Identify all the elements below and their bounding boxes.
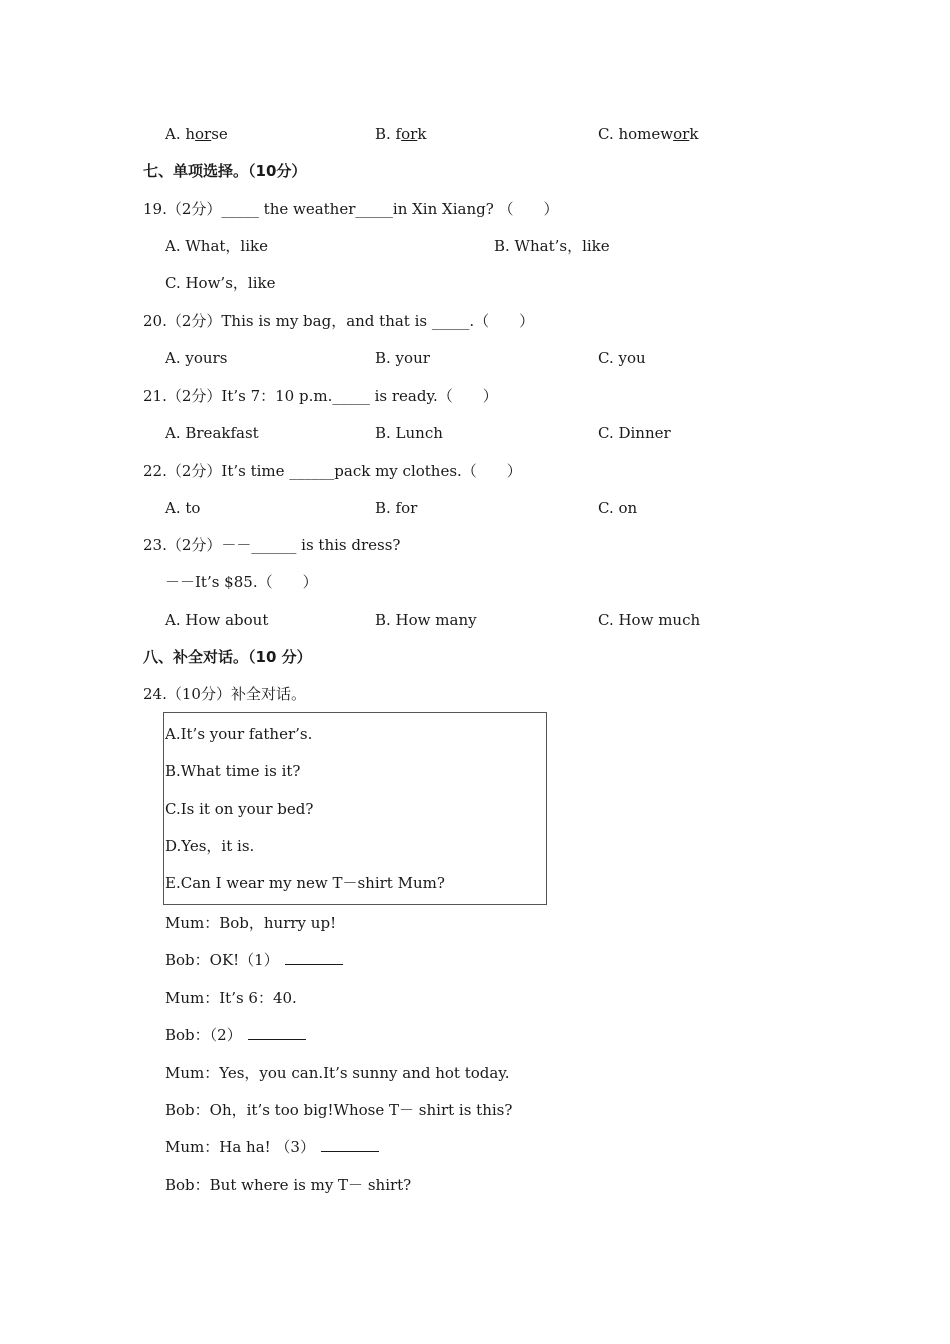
box-option-c: C.Is it on your bed? — [165, 800, 314, 818]
dialog-line-7 — [165, 1137, 379, 1157]
q21-option-a: A. Breakfast — [165, 424, 259, 442]
dialog-line-4-text: Bob：（2） — [165, 1026, 242, 1044]
section7-title: 七、单项选择。（10分） — [143, 162, 307, 180]
q23-stem-reply: －－It’s $85.（ ） — [165, 573, 318, 591]
q19-option-a: A. What，like — [165, 237, 268, 255]
q18-c-pre: C. homew — [598, 125, 674, 143]
answer-blank-1[interactable] — [285, 950, 343, 965]
q21-option-b: B. Lunch — [375, 424, 443, 442]
dialog-line-6: Bob：Oh，it’s too big!Whose T－ shirt is this? — [165, 1101, 513, 1119]
q18-option-a — [165, 124, 228, 144]
q22-option-b: B. for — [375, 499, 418, 517]
q19-stem: 19.（2分）_____ the weather_____in Xin Xiang? （ ） — [143, 200, 559, 218]
answer-blank-2[interactable] — [248, 1025, 306, 1040]
dialog-line-7-text: Mum：Ha ha! （3） — [165, 1138, 315, 1156]
q20-option-a: A. yours — [165, 349, 228, 367]
q18-c-underlined: or — [673, 125, 690, 143]
dialog-line-1: Mum：Bob，hurry up! — [165, 914, 337, 932]
q18-option-c — [598, 124, 698, 144]
q18-b-post: k — [417, 125, 427, 143]
q20-stem: 20.（2分）This is my bag，and that is _____.（ ） — [143, 312, 535, 330]
q19-option-b: B. What’s，like — [494, 237, 610, 255]
dialog-line-4 — [165, 1025, 306, 1045]
q18-b-pre: B. f — [375, 125, 402, 143]
q18-a-pre: A. h — [165, 125, 196, 143]
dialog-line-2 — [165, 950, 343, 970]
q22-option-c: C. on — [598, 499, 638, 517]
section8-title: 八、补全对话。（10 分） — [143, 648, 312, 666]
box-option-d: D.Yes，it is. — [165, 837, 255, 855]
q18-c-post: k — [689, 125, 699, 143]
q18-option-b — [375, 124, 426, 144]
answer-blank-3[interactable] — [321, 1137, 379, 1152]
q19-option-c: C. How’s，like — [165, 274, 276, 292]
dialog-line-2-text: Bob：OK!（1） — [165, 951, 279, 969]
q21-stem: 21.（2分）It’s 7：10 p.m._____ is ready.（ ） — [143, 387, 498, 405]
dialog-line-8: Bob：But where is my T－ shirt? — [165, 1176, 412, 1194]
q22-stem: 22.（2分）It’s time ______pack my clothes.（ ） — [143, 462, 522, 480]
q18-a-post: se — [211, 125, 228, 143]
q20-option-b: B. your — [375, 349, 430, 367]
q23-stem: 23.（2分）－－______ is this dress? — [143, 536, 401, 554]
box-option-e: E.Can I wear my new T－shirt Mum? — [165, 874, 445, 892]
dialog-line-5: Mum：Yes，you can.It’s sunny and hot today. — [165, 1064, 510, 1082]
q23-option-c: C. How much — [598, 611, 701, 629]
q23-option-a: A. How about — [165, 611, 269, 629]
q21-option-c: C. Dinner — [598, 424, 671, 442]
q22-option-a: A. to — [165, 499, 201, 517]
q20-option-c: C. you — [598, 349, 646, 367]
q24-stem: 24.（10分）补全对话。 — [143, 685, 306, 703]
q18-a-underlined: or — [195, 125, 212, 143]
box-option-b: B.What time is it? — [165, 762, 301, 780]
q18-b-underlined: or — [401, 125, 418, 143]
q23-option-b: B. How many — [375, 611, 477, 629]
box-option-a: A.It’s your father’s. — [165, 725, 313, 743]
dialog-line-3: Mum：It’s 6：40. — [165, 989, 297, 1007]
